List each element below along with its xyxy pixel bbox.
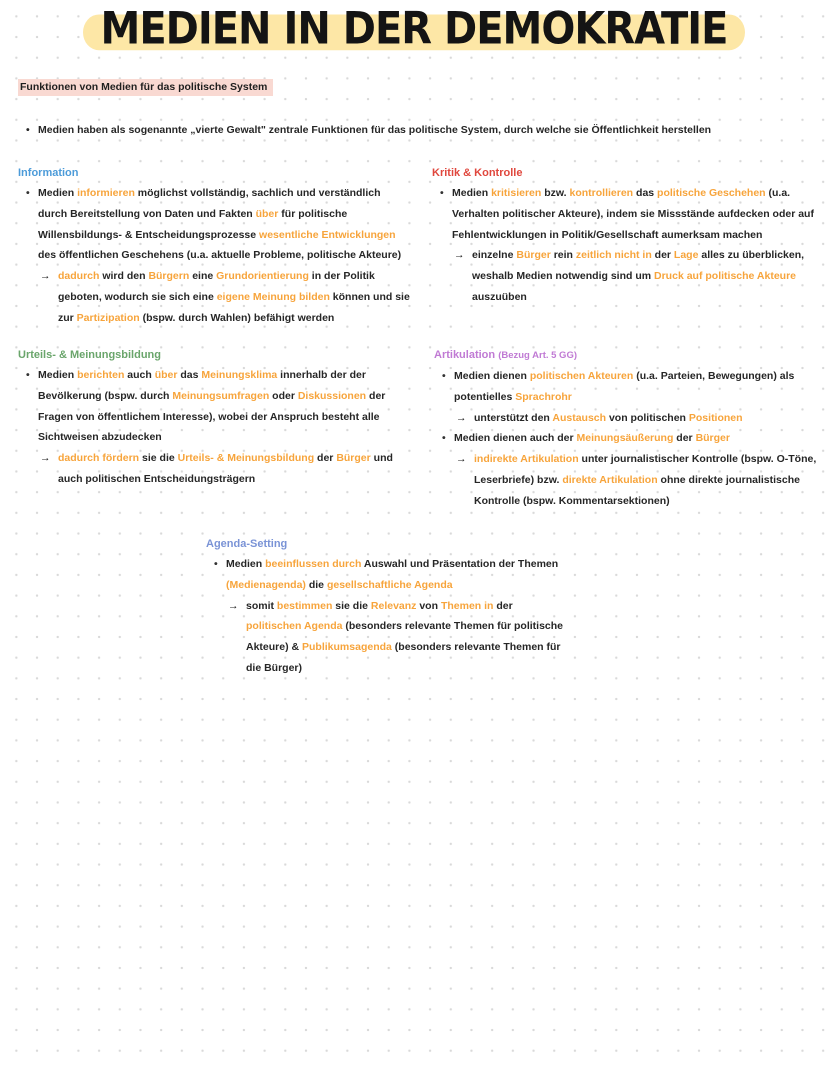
list-item-conclusion: → unterstützt den Austausch von politischen Positionen (434, 408, 818, 429)
intro-heading: Funktionen von Medien für das politische System (18, 79, 273, 96)
section-urteilsbildung (18, 345, 410, 490)
section-heading-urteil: Urteils- & Meinungsbildung (18, 349, 161, 361)
arrow-right-icon: → (456, 411, 467, 424)
page-title: MEDIEN IN DER DEMOKRATIE (87, 3, 742, 55)
bullet-dot-icon: • (26, 124, 30, 136)
heading-reference: (Bezug Art. 5 GG) (498, 350, 578, 361)
arrow-right-icon: → (454, 249, 465, 262)
section-kritik-kontrolle (432, 163, 814, 308)
intro-bullet-text: Medien haben als sogenannte „vierte Gewalt" zentrale Funktionen für das politische System, durch welche sie Öffentlichkeit herstellen (38, 124, 712, 136)
list-item: • Medien berichten auch über das Meinungsklima innerhalb der der Bevölkerung (bspw. durch Meinungsumfragen oder Diskussionen der Fragen von öffentlichem Interesse), wobei der Anspruch besteht alle Sichtweisen abzudecken (18, 365, 410, 448)
list-item-conclusion: → dadurch wird den Bürgern eine Grundorientierung in der Politik geboten, wodurch sie sich eine eigene Meinung bilden können und sie zur Partizipation (bspw. durch Wahlen) befähigt werden (18, 266, 410, 328)
list-item: • Medien dienen auch der Meinungsäußerung der Bürger (434, 428, 818, 449)
list-item-conclusion: → somit bestimmen sie die Relevanz von Themen in der politischen Agenda (besonders relevante Themen für politische Akteure) & Publikumsagenda (besonders relevante Themen für die Bürger) (206, 596, 568, 679)
list-item-conclusion: → einzelne Bürger rein zeitlich nicht in der Lage alles zu überblicken, weshalb Medien notwendig sind um Druck auf politische Akteure auszuüben (432, 245, 814, 307)
section-heading-artikulation: Artikulation (Bezug Art. 5 GG) (434, 349, 578, 361)
arrow-right-icon: → (40, 270, 51, 283)
section-heading-agenda: Agenda-Setting (206, 538, 288, 550)
title-area (0, 3, 828, 55)
intro-bullet (26, 120, 816, 141)
list-item: • Medien informieren möglichst vollständig, sachlich und verständlich durch Bereitstellung von Daten und Fakten über für politische Willensbildungs- & Entscheidungsprozesse wesentliche Entwicklungen des öffentlichen Geschehens (u.a. aktuelle Probleme, politische Akteure) (18, 183, 410, 266)
list-item-conclusion: → dadurch fördern sie die Urteils- & Meinungsbildung der Bürger und auch politischen Entscheidungsträgern (18, 448, 410, 490)
arrow-right-icon: → (456, 453, 467, 466)
section-information (18, 163, 410, 329)
arrow-right-icon: → (228, 599, 239, 612)
list-item: • Medien beeinflussen durch Auswahl und Präsentation der Themen (Medienagenda) die gesellschaftliche Agenda (206, 554, 568, 596)
section-heading-information: Information (18, 167, 79, 179)
section-agenda-setting (206, 534, 568, 679)
list-item: • Medien dienen politischen Akteuren (u.a. Parteien, Bewegungen) als potentielles Sprachrohr (434, 366, 818, 408)
section-artikulation (434, 345, 818, 512)
section-heading-kritik: Kritik & Kontrolle (432, 167, 523, 179)
list-item: • Medien kritisieren bzw. kontrollieren das politische Geschehen (u.a. Verhalten politischer Akteure), indem sie Missstände aufdecken oder auf Fehlentwicklungen in Politik/Gesellschaft aumerksam machen (432, 183, 814, 245)
list-item-conclusion: → indirekte Artikulation unter journalistischer Kontrolle (bspw. O-Töne, Leserbriefe) bzw. direkte Artikulation ohne direkte journalistische Kontrolle (bspw. Kommentarsektionen) (434, 449, 818, 511)
arrow-right-icon: → (40, 452, 51, 465)
